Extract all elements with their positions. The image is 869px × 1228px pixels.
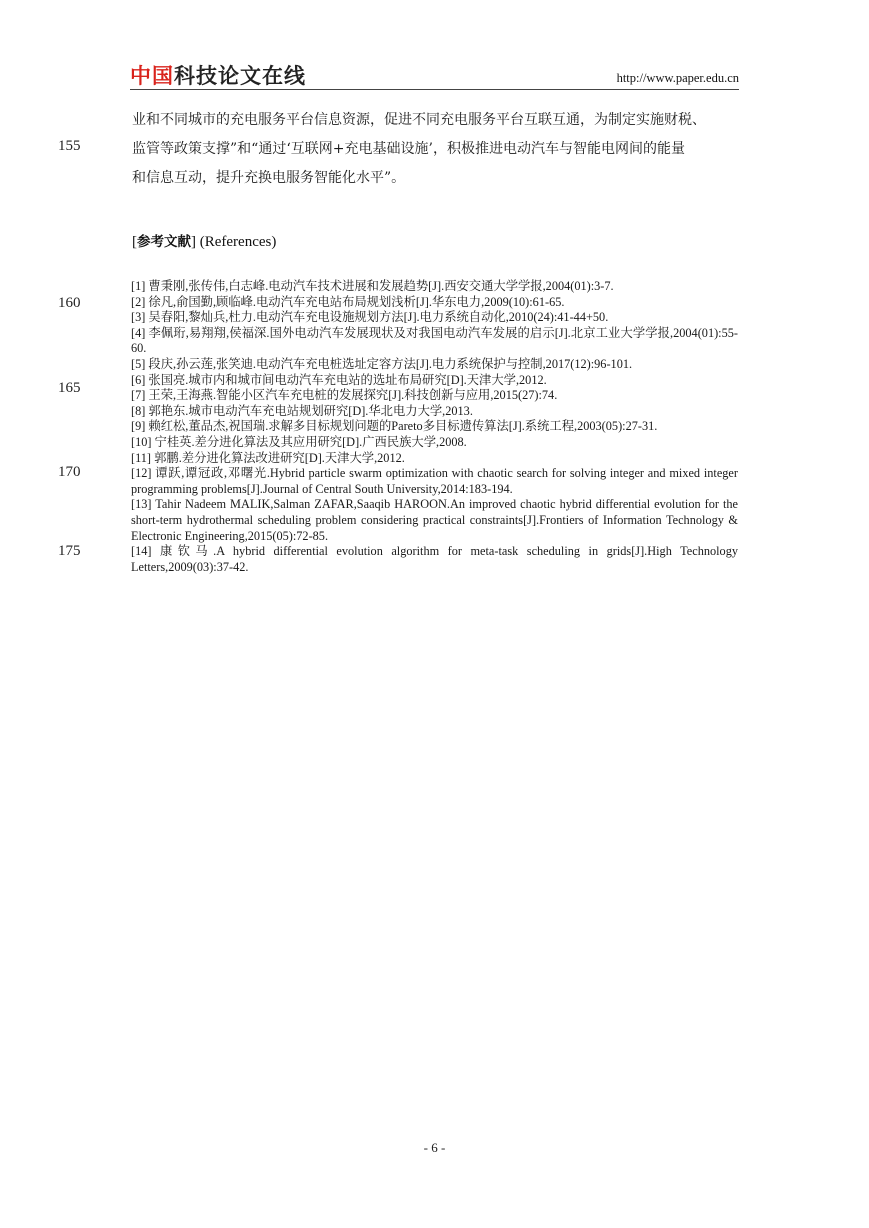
references-heading-en: (References) [199, 234, 277, 250]
reference-item: [10] 宁桂英.差分进化算法及其应用研究[D].广西民族大学,2008. [131, 434, 467, 449]
body-paragraph [132, 106, 742, 193]
reference-item: [14] 康钦马.A hybrid differential evolution algorithm for meta-task scheduling in grids[J].High Technology Letters,2009(03):37-42. [131, 544, 738, 574]
references-heading: [参考文献] (References) [132, 234, 277, 250]
body-line: 监管等政策支撑”和“通过‘互联网+充电基础设施’，积极推进电动汽车与智能电网间的能量 [132, 141, 685, 157]
line-number: 175 [58, 543, 81, 559]
body-line: 业和不同城市的充电服务平台信息资源，促进不同充电服务平台互联互通，为制定实施财税、 [132, 112, 706, 128]
reference-item: [3] 吴春阳,黎灿兵,杜力.电动汽车充电设施规划方法[J].电力系统自动化,2010(24):41-44+50. [131, 310, 609, 325]
page-header [130, 62, 739, 90]
header-divider [130, 89, 739, 90]
reference-item: [9] 赖红松,董品杰,祝国瑞.求解多目标规划问题的Pareto多目标遗传算法[J].系统工程,2003(05):27-31. [131, 419, 658, 434]
reference-item: [13] Tahir Nadeem MALIK,Salman ZAFAR,Saaqib HAROON.An improved chaotic hybrid differential evolution for the short-term hydrothermal scheduling problem considering practical constraints[J].Frontiers of Information Technology & Electronic Engineering,2015(05):72-85. [131, 497, 738, 543]
reference-item: [2] 徐凡,俞国勤,顾临峰.电动汽车充电站布局规划浅析[J].华东电力,2009(10):61-65. [131, 294, 565, 309]
line-number: 155 [58, 138, 81, 154]
logo [130, 62, 306, 90]
line-number: 165 [58, 380, 81, 396]
reference-item: [6] 张国亮.城市内和城市间电动汽车充电站的选址布局研究[D].天津大学,2012. [131, 372, 547, 387]
body-line: 和信息互动，提升充换电服务智能化水平”。 [132, 170, 406, 186]
reference-item: [4] 李佩珩,易翔翔,侯福深.国外电动汽车发展现状及对我国电动汽车发展的启示[J].北京工业大学学报,2004(01):55-60. [131, 325, 738, 356]
references-heading-cn: 参考文献 [137, 234, 191, 250]
line-number: 170 [58, 464, 81, 480]
header-url[interactable]: http://www.paper.edu.cn [616, 71, 739, 85]
reference-item: [7] 王荣,王海燕.智能小区汽车充电桩的发展探究[J].科技创新与应用,2015(27):74. [131, 388, 558, 403]
line-number: 160 [58, 295, 81, 311]
reference-item: [1] 曹秉刚,张传伟,白志峰.电动汽车技术进展和发展趋势[J].西安交通大学学报,2004(01):3-7. [131, 279, 614, 293]
logo-red-text: 中国 [130, 64, 174, 88]
reference-list [131, 279, 738, 575]
reference-item: [11] 郭鹏.差分进化算法改进研究[D].天津大学,2012. [131, 450, 405, 465]
reference-item: [8] 郭艳东.城市电动汽车充电站规划研究[D].华北电力大学,2013. [131, 403, 473, 418]
reference-item: [12] 谭跃,谭冠政,邓曙光.Hybrid particle swarm optimization with chaotic search for solving integer and mixed integer programming problems[J].Journal of Central South University,2014:183-194. [131, 466, 738, 496]
reference-item: [5] 段庆,孙云莲,张笑迪.电动汽车充电桩选址定容方法[J].电力系统保护与控制,2017(12):96-101. [131, 356, 633, 371]
page-number: - 6 - [423, 1140, 446, 1155]
logo-dark-text: 科技论文在线 [174, 64, 306, 88]
